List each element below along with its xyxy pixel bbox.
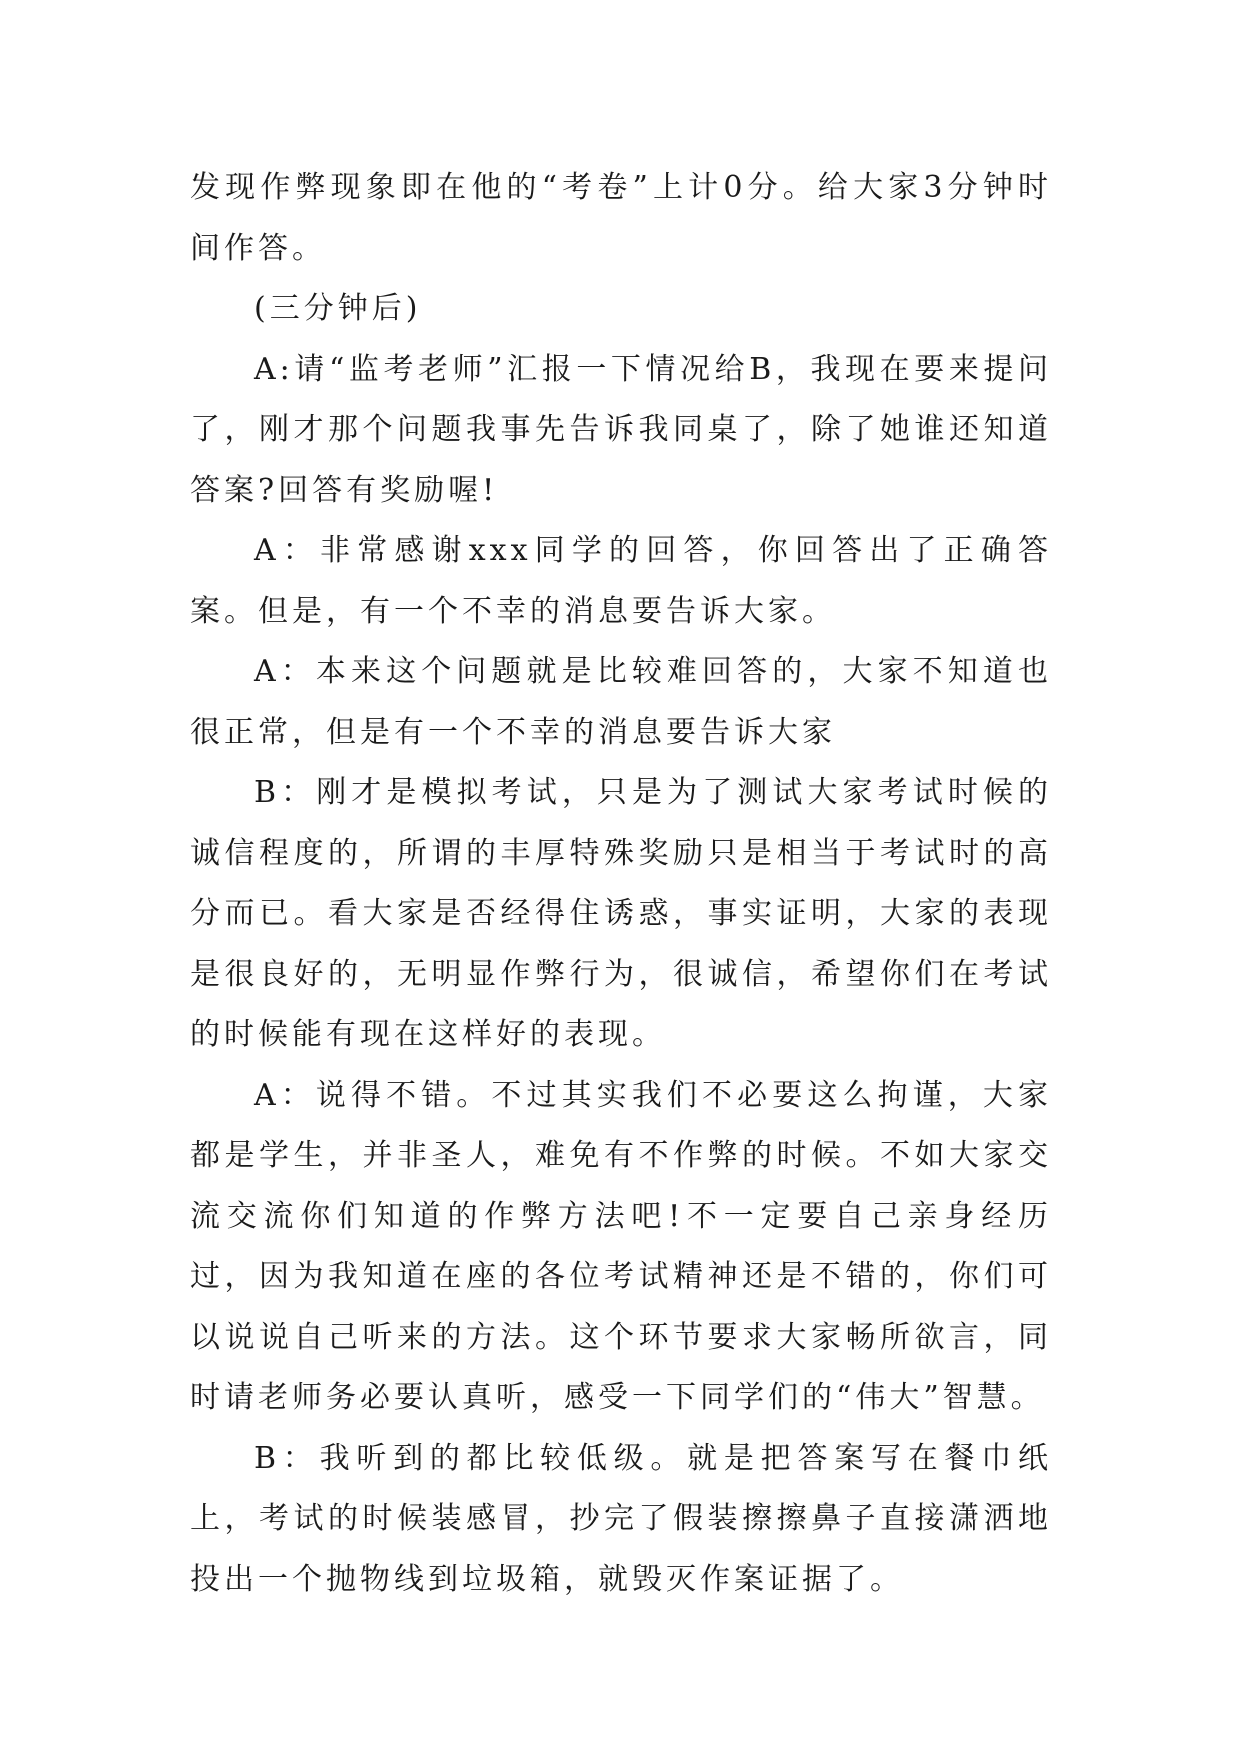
- paragraph-1: 发现作弊现象即在他的“考卷”上计0分。给大家3分钟时间作答。: [190, 170, 1052, 266]
- document-body: [190, 158, 1052, 1610]
- paragraph-6: B：刚才是模拟考试，只是为了测试大家考试时候的诚信程度的，所谓的丰厚特殊奖励只是相当于考试时的高分而已。看大家是否经得住诱惑，事实证明，大家的表现是很良好的，无明显作弊行为，很诚信，希望你们在考试的时候能有现在这样好的表现。: [190, 775, 1052, 1052]
- paragraph-2: (三分钟后): [254, 291, 422, 326]
- paragraph-5: A：本来这个问题就是比较难回答的，大家不知道也很正常，但是有一个不幸的消息要告诉大家: [190, 654, 1052, 750]
- paragraph-4: A：非常感谢xxx同学的回答，你回答出了正确答案。但是，有一个不幸的消息要告诉大家。: [190, 533, 1052, 629]
- paragraph-7: A：说得不错。不过其实我们不必要这么拘谨，大家都是学生，并非圣人，难免有不作弊的时候。不如大家交流交流你们知道的作弊方法吧!不一定要自己亲身经历过，因为我知道在座的各位考试精神还是不错的，你们可以说说自己听来的方法。这个环节要求大家畅所欲言，同时请老师务必要认真听，感受一下同学们的“伟大”智慧。: [190, 1077, 1052, 1415]
- paragraph-8: B：我听到的都比较低级。就是把答案写在餐巾纸上，考试的时候装感冒，抄完了假装擦擦鼻子直接潇洒地投出一个抛物线到垃圾箱，就毁灭作案证据了。: [190, 1440, 1052, 1597]
- paragraph-3: A:请“监考老师”汇报一下情况给B，我现在要来提问了，刚才那个问题我事先告诉我同桌了，除了她谁还知道答案?回答有奖励喔!: [190, 351, 1052, 508]
